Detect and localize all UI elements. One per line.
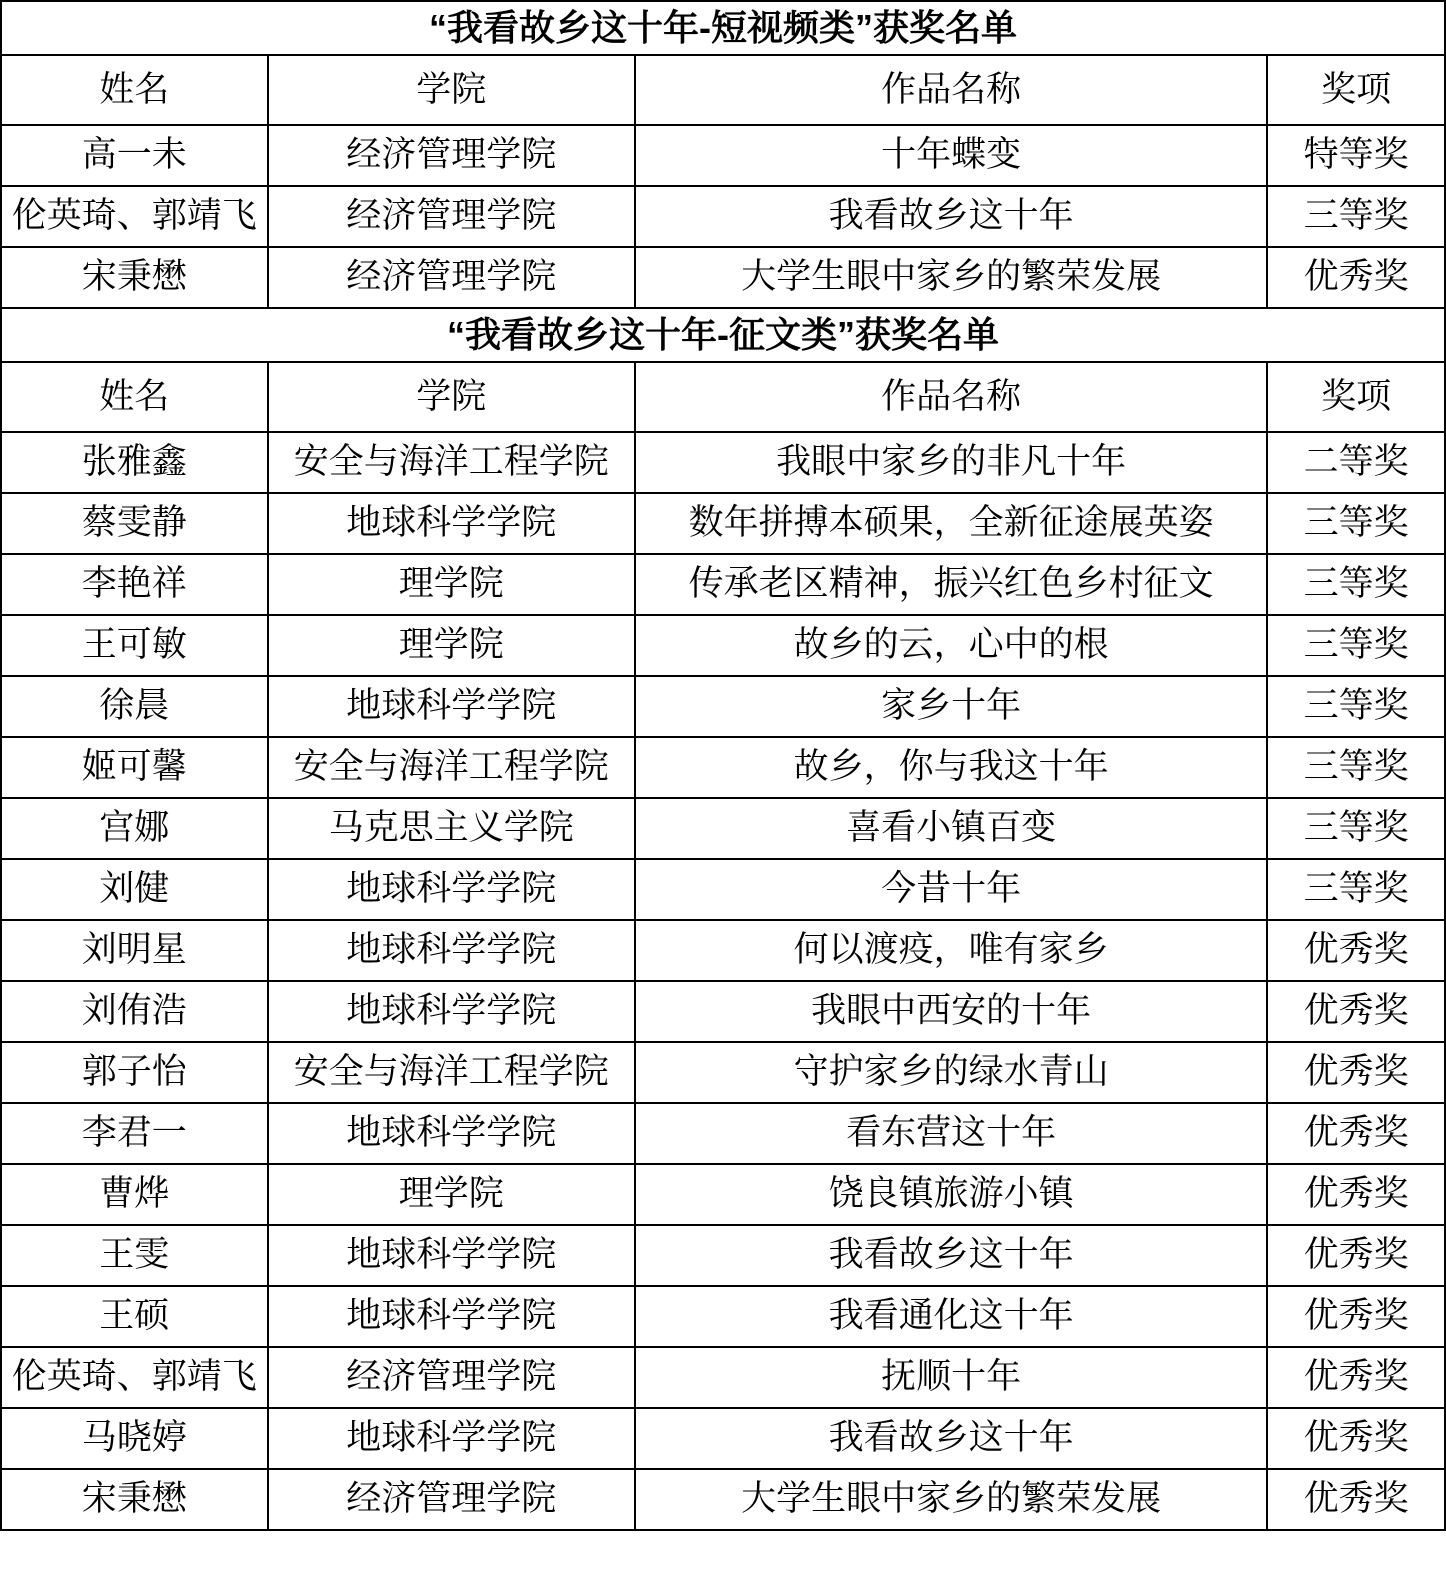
work-title-cell: 看东营这十年 xyxy=(635,1103,1267,1164)
section-title-row xyxy=(1,1,1445,55)
work-title-cell: 家乡十年 xyxy=(635,676,1267,737)
section-title: “我看故乡这十年-短视频类”获奖名单 xyxy=(1,1,1445,55)
section-title-row xyxy=(1,308,1445,362)
table-row xyxy=(1,432,1445,493)
work-title-cell: 守护家乡的绿水青山 xyxy=(635,1042,1267,1103)
work-title-cell: 故乡，你与我这十年 xyxy=(635,737,1267,798)
table-row xyxy=(1,1103,1445,1164)
table-row xyxy=(1,1347,1445,1408)
award-cell: 优秀奖 xyxy=(1267,1408,1445,1469)
work-title-cell: 今昔十年 xyxy=(635,859,1267,920)
college-cell: 理学院 xyxy=(268,615,635,676)
column-header-row xyxy=(1,362,1445,432)
name-cell: 高一未 xyxy=(1,125,268,186)
name-cell: 刘明星 xyxy=(1,920,268,981)
award-cell: 优秀奖 xyxy=(1267,981,1445,1042)
college-cell: 经济管理学院 xyxy=(268,186,635,247)
award-cell: 三等奖 xyxy=(1267,615,1445,676)
column-header-work-title: 作品名称 xyxy=(635,362,1267,432)
table-row xyxy=(1,981,1445,1042)
work-title-cell: 我眼中家乡的非凡十年 xyxy=(635,432,1267,493)
college-cell: 经济管理学院 xyxy=(268,1469,635,1530)
name-cell: 马晓婷 xyxy=(1,1408,268,1469)
table-row xyxy=(1,798,1445,859)
work-title-cell: 我眼中西安的十年 xyxy=(635,981,1267,1042)
work-title-cell: 十年蝶变 xyxy=(635,125,1267,186)
table-row xyxy=(1,125,1445,186)
table-row xyxy=(1,859,1445,920)
table-row xyxy=(1,186,1445,247)
award-cell: 优秀奖 xyxy=(1267,1164,1445,1225)
award-cell: 三等奖 xyxy=(1267,737,1445,798)
college-cell: 理学院 xyxy=(268,554,635,615)
award-cell: 特等奖 xyxy=(1267,125,1445,186)
column-header-name: 姓名 xyxy=(1,362,268,432)
name-cell: 张雅鑫 xyxy=(1,432,268,493)
college-cell: 安全与海洋工程学院 xyxy=(268,432,635,493)
award-cell: 二等奖 xyxy=(1267,432,1445,493)
award-cell: 优秀奖 xyxy=(1267,1469,1445,1530)
college-cell: 地球科学学院 xyxy=(268,859,635,920)
column-header-row xyxy=(1,55,1445,125)
work-title-cell: 喜看小镇百变 xyxy=(635,798,1267,859)
name-cell: 姬可馨 xyxy=(1,737,268,798)
college-cell: 地球科学学院 xyxy=(268,1103,635,1164)
table-row xyxy=(1,247,1445,308)
work-title-cell: 传承老区精神，振兴红色乡村征文 xyxy=(635,554,1267,615)
college-cell: 安全与海洋工程学院 xyxy=(268,1042,635,1103)
college-cell: 地球科学学院 xyxy=(268,493,635,554)
column-header-award: 奖项 xyxy=(1267,55,1445,125)
table-row xyxy=(1,554,1445,615)
award-cell: 三等奖 xyxy=(1267,798,1445,859)
work-title-cell: 我看故乡这十年 xyxy=(635,1408,1267,1469)
name-cell: 郭子怡 xyxy=(1,1042,268,1103)
work-title-cell: 大学生眼中家乡的繁荣发展 xyxy=(635,247,1267,308)
name-cell: 宋秉懋 xyxy=(1,1469,268,1530)
column-header-college: 学院 xyxy=(268,55,635,125)
college-cell: 理学院 xyxy=(268,1164,635,1225)
table-row xyxy=(1,1225,1445,1286)
award-cell: 三等奖 xyxy=(1267,493,1445,554)
award-cell: 优秀奖 xyxy=(1267,247,1445,308)
name-cell: 伦英琦、郭靖飞 xyxy=(1,186,268,247)
work-title-cell: 数年拼搏本硕果，全新征途展英姿 xyxy=(635,493,1267,554)
work-title-cell: 大学生眼中家乡的繁荣发展 xyxy=(635,1469,1267,1530)
award-cell: 优秀奖 xyxy=(1267,1225,1445,1286)
column-header-work-title: 作品名称 xyxy=(635,55,1267,125)
work-title-cell: 我看通化这十年 xyxy=(635,1286,1267,1347)
name-cell: 宫娜 xyxy=(1,798,268,859)
name-cell: 伦英琦、郭靖飞 xyxy=(1,1347,268,1408)
column-header-college: 学院 xyxy=(268,362,635,432)
awards-table-body xyxy=(1,1,1445,1530)
section-title: “我看故乡这十年-征文类”获奖名单 xyxy=(1,308,1445,362)
college-cell: 安全与海洋工程学院 xyxy=(268,737,635,798)
name-cell: 王可敏 xyxy=(1,615,268,676)
column-header-award: 奖项 xyxy=(1267,362,1445,432)
award-cell: 三等奖 xyxy=(1267,554,1445,615)
award-cell: 三等奖 xyxy=(1267,186,1445,247)
award-cell: 优秀奖 xyxy=(1267,920,1445,981)
award-cell: 优秀奖 xyxy=(1267,1103,1445,1164)
table-row xyxy=(1,1164,1445,1225)
college-cell: 地球科学学院 xyxy=(268,1286,635,1347)
work-title-cell: 我看故乡这十年 xyxy=(635,1225,1267,1286)
award-cell: 优秀奖 xyxy=(1267,1286,1445,1347)
college-cell: 经济管理学院 xyxy=(268,1347,635,1408)
work-title-cell: 故乡的云，心中的根 xyxy=(635,615,1267,676)
name-cell: 刘健 xyxy=(1,859,268,920)
award-cell: 三等奖 xyxy=(1267,859,1445,920)
name-cell: 徐晨 xyxy=(1,676,268,737)
table-row xyxy=(1,1286,1445,1347)
name-cell: 王硕 xyxy=(1,1286,268,1347)
table-row xyxy=(1,493,1445,554)
college-cell: 马克思主义学院 xyxy=(268,798,635,859)
college-cell: 地球科学学院 xyxy=(268,981,635,1042)
table-row xyxy=(1,1469,1445,1530)
table-row xyxy=(1,676,1445,737)
college-cell: 地球科学学院 xyxy=(268,1408,635,1469)
award-cell: 三等奖 xyxy=(1267,676,1445,737)
table-row xyxy=(1,1042,1445,1103)
name-cell: 刘侑浩 xyxy=(1,981,268,1042)
name-cell: 曹烨 xyxy=(1,1164,268,1225)
table-row xyxy=(1,737,1445,798)
table-row xyxy=(1,615,1445,676)
name-cell: 王雯 xyxy=(1,1225,268,1286)
college-cell: 地球科学学院 xyxy=(268,1225,635,1286)
column-header-name: 姓名 xyxy=(1,55,268,125)
name-cell: 蔡雯静 xyxy=(1,493,268,554)
work-title-cell: 何以渡疫，唯有家乡 xyxy=(635,920,1267,981)
name-cell: 李艳祥 xyxy=(1,554,268,615)
table-row xyxy=(1,920,1445,981)
college-cell: 经济管理学院 xyxy=(268,247,635,308)
name-cell: 李君一 xyxy=(1,1103,268,1164)
award-cell: 优秀奖 xyxy=(1267,1042,1445,1103)
college-cell: 地球科学学院 xyxy=(268,676,635,737)
college-cell: 地球科学学院 xyxy=(268,920,635,981)
name-cell: 宋秉懋 xyxy=(1,247,268,308)
college-cell: 经济管理学院 xyxy=(268,125,635,186)
work-title-cell: 饶良镇旅游小镇 xyxy=(635,1164,1267,1225)
work-title-cell: 抚顺十年 xyxy=(635,1347,1267,1408)
work-title-cell: 我看故乡这十年 xyxy=(635,186,1267,247)
table-row xyxy=(1,1408,1445,1469)
award-cell: 优秀奖 xyxy=(1267,1347,1445,1408)
